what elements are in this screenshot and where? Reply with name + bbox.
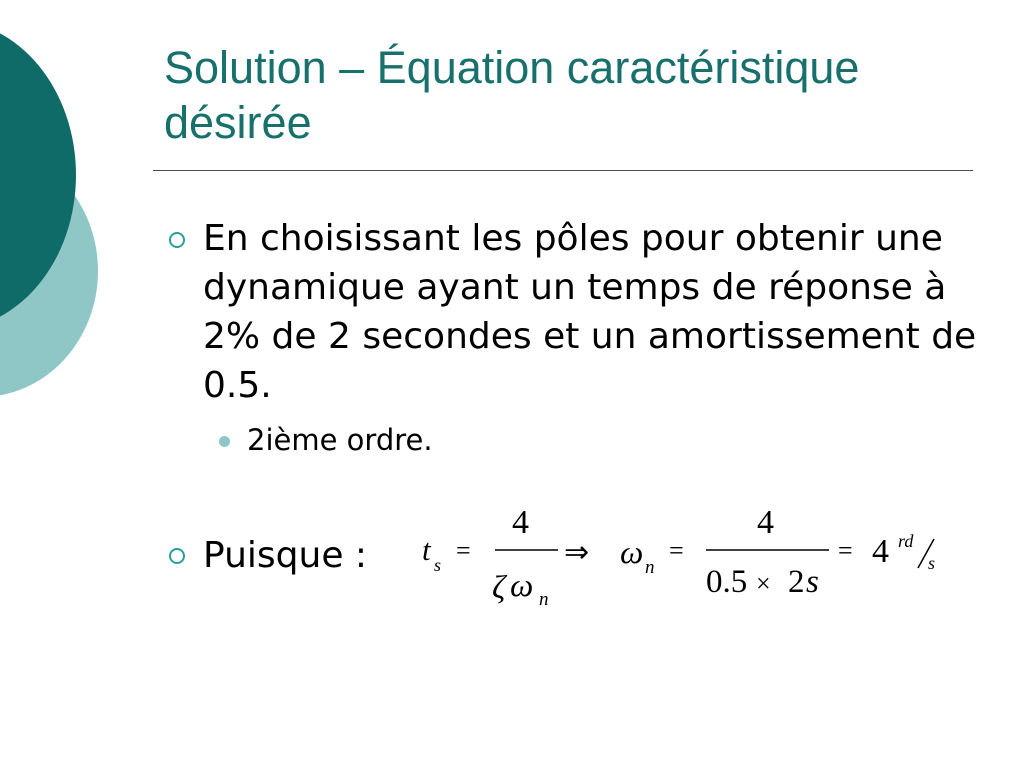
unit-rd: rd bbox=[898, 531, 914, 551]
formula-omega: ω bbox=[620, 535, 644, 571]
bullet-text-1: En choisissant les pôles pour obtenir une dynamique ayant un temps de réponse à 2% de 2 secondes et un amortissement de 0.5. bbox=[203, 218, 977, 406]
fraction1-zeta: ζ bbox=[492, 570, 506, 606]
fraction1-numerator: 4 bbox=[512, 504, 529, 541]
bullet-text-2: Puisque : bbox=[203, 535, 368, 576]
fraction2-numerator: 4 bbox=[757, 504, 774, 541]
formula-result: 4 bbox=[872, 533, 889, 570]
formula-t-subscript: s bbox=[434, 555, 442, 575]
fraction2-times-icon: × bbox=[756, 569, 771, 598]
formula-equals-3: = bbox=[838, 536, 853, 565]
fraction2-denominator-value: 0.5 bbox=[706, 564, 748, 600]
title-divider bbox=[153, 170, 973, 171]
formula-omega-subscript: n bbox=[645, 557, 655, 578]
sub-bullet-text-1: 2ième ordre. bbox=[247, 423, 433, 457]
fraction2-denominator-s: s bbox=[806, 564, 819, 600]
formula-equals-1: = bbox=[456, 536, 471, 565]
formula-t: t bbox=[422, 532, 431, 567]
filled-circle-bullet-icon bbox=[219, 436, 230, 447]
formula bbox=[410, 495, 970, 625]
implies-icon: ⇒ bbox=[564, 536, 590, 569]
fraction2-denominator-two: 2 bbox=[788, 564, 805, 600]
hollow-circle-bullet-icon bbox=[169, 548, 185, 564]
slide-title: Solution – Équation caractéristique désirée bbox=[164, 42, 860, 148]
hollow-circle-bullet-icon bbox=[169, 232, 185, 248]
formula-equals-2: = bbox=[669, 536, 684, 565]
fraction1-omega: ω bbox=[510, 568, 534, 604]
fraction1-omega-subscript: n bbox=[539, 589, 549, 610]
unit-s: s bbox=[928, 553, 936, 573]
